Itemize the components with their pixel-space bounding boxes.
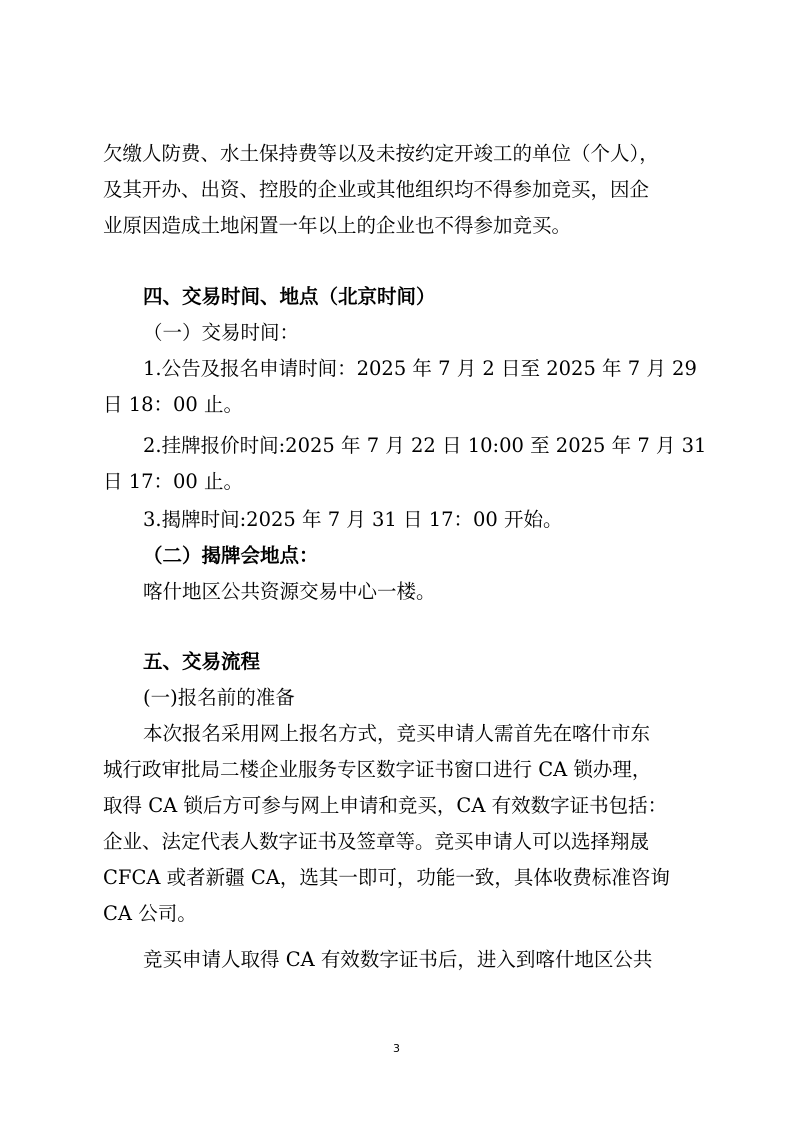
para-1-line-6: CA 公司。 <box>103 902 197 925</box>
section-5-subheading-1: (一)报名前的准备 <box>143 686 295 709</box>
para-1-line-4: 企业、法定代表人数字证书及签章等。竞买申请人可以选择翔晟 <box>103 830 650 853</box>
item-1-line-2: 日 18：00 止。 <box>103 393 244 416</box>
para-1-line-2: 城行政审批局二楼企业服务专区数字证书窗口进行 CA 锁办理， <box>103 758 652 781</box>
intro-line-3: 业原因造成土地闲置一年以上的企业也不得参加竞买。 <box>103 214 572 237</box>
para-1-line-5: CFCA 或者新疆 CA，选其一即可，功能一致，具体收费标准咨询 <box>103 866 670 889</box>
item-1-line-1: 1.公告及报名申请时间：2025 年 7 月 2 日至 2025 年 7 月 29 <box>143 357 697 380</box>
para-2-line-1: 竞买申请人取得 CA 有效数字证书后，进入到喀什地区公共 <box>143 948 653 971</box>
section-5-heading: 五、交易流程 <box>143 650 261 673</box>
para-1-line-1: 本次报名采用网上报名方式，竞买申请人需首先在喀什市东 <box>143 722 651 745</box>
section-4-heading: 四、交易时间、地点（北京时间） <box>143 285 436 308</box>
page-number: 3 <box>393 1042 400 1055</box>
section-4-subheading-1: （一）交易时间： <box>143 321 300 344</box>
item-2-line-1: 2.挂牌报价时间:2025 年 7 月 22 日 10:00 至 2025 年 7 月 31 <box>143 434 707 457</box>
para-1-line-3: 取得 CA 锁后方可参与网上申请和竞买，CA 有效数字证书包括： <box>103 794 668 817</box>
location-text: 喀什地区公共资源交易中心一楼。 <box>143 580 436 603</box>
section-4-subheading-2: （二）揭牌会地点： <box>143 544 319 567</box>
intro-line-2: 及其开办、出资、控股的企业或其他组织均不得参加竞买，因企 <box>103 178 650 201</box>
item-3: 3.揭牌时间:2025 年 7 月 31 日 17：00 开始。 <box>143 508 563 531</box>
item-2-line-2: 日 17：00 止。 <box>103 470 244 493</box>
intro-line-1: 欠缴人防费、水土保持费等以及未按约定开竣工的单位（个人）， <box>103 142 659 165</box>
